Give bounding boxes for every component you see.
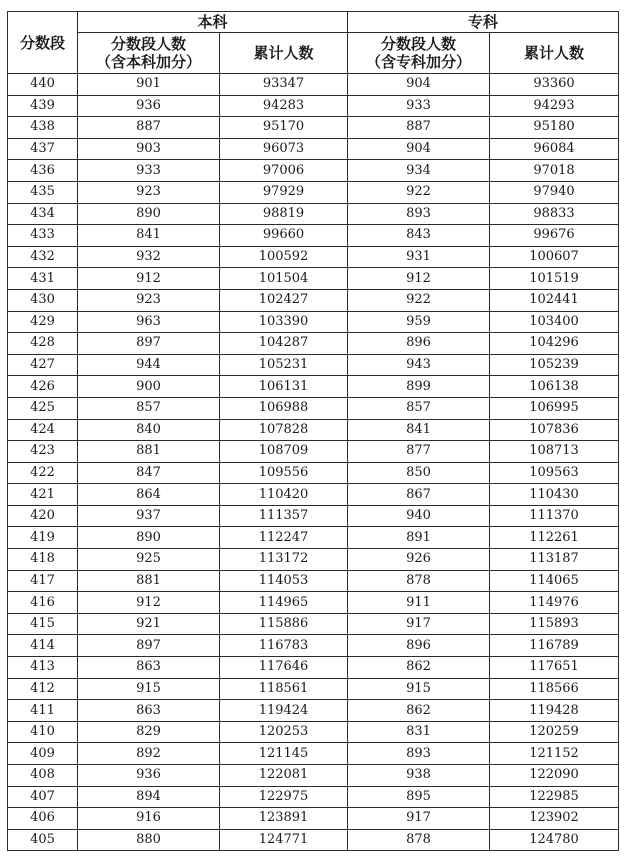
table-row [8,289,619,311]
header-row-2 [8,33,619,74]
junior-college-count-cell: 857 [348,397,490,419]
score-distribution-table [7,11,619,851]
score-cell: 434 [8,203,78,225]
undergrad-count-cell: 847 [78,462,220,484]
score-cell: 412 [8,678,78,700]
junior-college-cumulative-cell: 114065 [490,570,619,592]
undergrad-count-cell: 881 [78,441,220,463]
undergrad-count-cell: 841 [78,225,220,247]
score-cell: 419 [8,527,78,549]
table-row [8,765,619,787]
score-cell: 410 [8,721,78,743]
score-cell: 433 [8,225,78,247]
table-row [8,484,619,506]
undergrad-cumulative-cell: 103390 [220,311,348,333]
undergrad-count-cell: 897 [78,333,220,355]
table-row [8,743,619,765]
score-cell: 411 [8,700,78,722]
undergrad-count-cell: 890 [78,527,220,549]
junior-college-cumulative-cell: 124780 [490,829,619,851]
undergrad-count-cell: 863 [78,657,220,679]
junior-college-cumulative-cell: 97940 [490,181,619,203]
undergrad-count-cell: 912 [78,268,220,290]
junior-college-count-cell: 862 [348,700,490,722]
score-band-header: 分数段 [8,12,78,74]
junior-college-cumulative-cell: 122090 [490,765,619,787]
undergrad-cumulative-cell: 124771 [220,829,348,851]
score-cell: 408 [8,765,78,787]
undergrad-count-cell: 829 [78,721,220,743]
undergrad-cumulative-cell: 94283 [220,95,348,117]
junior-college-cumulative-cell: 120259 [490,721,619,743]
header-row-1 [8,12,619,33]
undergrad-cumulative-cell: 109556 [220,462,348,484]
undergrad-count-cell: 921 [78,613,220,635]
junior-college-count-cell: 878 [348,570,490,592]
score-cell: 421 [8,484,78,506]
table-body [8,74,619,851]
undergrad-cumulative-cell: 104287 [220,333,348,355]
junior-college-group-header: 专科 [348,12,619,33]
undergrad-count-header [78,33,220,74]
table-row [8,376,619,398]
junior-college-cumulative-cell: 96084 [490,138,619,160]
undergrad-cumulative-cell: 110420 [220,484,348,506]
undergrad-cumulative-cell: 113172 [220,549,348,571]
junior-college-cumulative-cell: 119428 [490,700,619,722]
junior-college-cumulative-cell: 116789 [490,635,619,657]
junior-college-count-cell: 893 [348,203,490,225]
table-row [8,808,619,830]
junior-college-count-cell: 867 [348,484,490,506]
undergrad-cumulative-cell: 122081 [220,765,348,787]
undergrad-cumulative-cell: 96073 [220,138,348,160]
undergrad-cumulative-cell: 95170 [220,117,348,139]
junior-college-cumulative-cell: 94293 [490,95,619,117]
undergrad-cumulative-cell: 106131 [220,376,348,398]
score-cell: 422 [8,462,78,484]
table-row [8,721,619,743]
undergrad-count-cell: 897 [78,635,220,657]
junior-college-cumulative-cell: 118566 [490,678,619,700]
junior-college-count-cell: 912 [348,268,490,290]
junior-college-count-header [348,33,490,74]
junior-college-count-cell: 943 [348,354,490,376]
junior-college-cumulative-cell: 93360 [490,74,619,96]
undergrad-count-cell: 923 [78,289,220,311]
junior-college-count-cell: 878 [348,829,490,851]
junior-college-count-cell: 934 [348,160,490,182]
undergrad-cumulative-cell: 108709 [220,441,348,463]
undergrad-count-cell: 900 [78,376,220,398]
score-cell: 414 [8,635,78,657]
junior-college-count-header-line1: 分数段人数 [381,35,457,53]
junior-college-count-cell: 887 [348,117,490,139]
undergrad-cumulative-cell: 100592 [220,246,348,268]
table-row [8,181,619,203]
table-row [8,527,619,549]
table-row [8,657,619,679]
junior-college-count-cell: 917 [348,613,490,635]
undergrad-cumulative-cell: 97006 [220,160,348,182]
undergrad-count-cell: 932 [78,246,220,268]
undergrad-count-cell: 892 [78,743,220,765]
score-cell: 425 [8,397,78,419]
score-cell: 420 [8,505,78,527]
junior-college-cumulative-cell: 101519 [490,268,619,290]
score-cell: 409 [8,743,78,765]
table-row [8,570,619,592]
score-cell: 437 [8,138,78,160]
score-cell: 426 [8,376,78,398]
junior-college-count-cell: 893 [348,743,490,765]
junior-college-count-cell: 938 [348,765,490,787]
table-row [8,700,619,722]
junior-college-cumulative-cell: 117651 [490,657,619,679]
junior-college-count-cell: 915 [348,678,490,700]
undergrad-cumulative-cell: 114965 [220,592,348,614]
score-cell: 423 [8,441,78,463]
junior-college-cumulative-cell: 114976 [490,592,619,614]
score-cell: 428 [8,333,78,355]
junior-college-cumulative-cell: 105239 [490,354,619,376]
junior-college-count-cell: 917 [348,808,490,830]
undergrad-cumulative-cell: 97929 [220,181,348,203]
undergrad-cumulative-cell: 112247 [220,527,348,549]
junior-college-cumulative-cell: 95180 [490,117,619,139]
score-cell: 430 [8,289,78,311]
table-row [8,95,619,117]
table-row [8,117,619,139]
undergrad-cumulative-cell: 116783 [220,635,348,657]
junior-college-cumulative-cell: 109563 [490,462,619,484]
junior-college-cumulative-cell: 121152 [490,743,619,765]
junior-college-cumulative-cell: 108713 [490,441,619,463]
undergrad-count-cell: 963 [78,311,220,333]
junior-college-cumulative-cell: 115893 [490,613,619,635]
junior-college-count-cell: 911 [348,592,490,614]
table-row [8,138,619,160]
undergrad-count-cell: 944 [78,354,220,376]
undergrad-cumulative-cell: 102427 [220,289,348,311]
undergrad-cumulative-cell: 114053 [220,570,348,592]
junior-college-count-header-line2: （含专科加分） [366,53,472,71]
undergrad-count-cell: 916 [78,808,220,830]
junior-college-count-cell: 841 [348,419,490,441]
table-row [8,311,619,333]
junior-college-count-cell: 904 [348,138,490,160]
junior-college-count-cell: 940 [348,505,490,527]
undergrad-count-cell: 937 [78,505,220,527]
score-cell: 439 [8,95,78,117]
score-cell: 427 [8,354,78,376]
junior-college-count-cell: 931 [348,246,490,268]
undergrad-count-header-line2: （含本科加分） [95,53,201,71]
score-cell: 413 [8,657,78,679]
undergrad-count-cell: 901 [78,74,220,96]
undergrad-count-cell: 890 [78,203,220,225]
undergrad-count-header-line1: 分数段人数 [110,35,186,53]
junior-college-cumulative-cell: 112261 [490,527,619,549]
undergrad-cumulative-cell: 106988 [220,397,348,419]
undergrad-count-cell: 881 [78,570,220,592]
score-cell: 418 [8,549,78,571]
junior-college-count-cell: 933 [348,95,490,117]
table-row [8,333,619,355]
junior-college-cumulative-cell: 102441 [490,289,619,311]
table-row [8,592,619,614]
table-row [8,74,619,96]
undergrad-cumulative-cell: 105231 [220,354,348,376]
junior-college-cumulative-cell: 122985 [490,786,619,808]
junior-college-count-cell: 877 [348,441,490,463]
table-row [8,203,619,225]
undergrad-count-cell: 923 [78,181,220,203]
undergrad-cumulative-cell: 115886 [220,613,348,635]
table-row [8,225,619,247]
score-cell: 424 [8,419,78,441]
score-cell: 435 [8,181,78,203]
undergrad-count-cell: 912 [78,592,220,614]
junior-college-cumulative-cell: 99676 [490,225,619,247]
junior-college-count-cell: 922 [348,181,490,203]
score-cell: 436 [8,160,78,182]
table-row [8,635,619,657]
score-cell: 416 [8,592,78,614]
undergrad-cumulative-cell: 123891 [220,808,348,830]
score-cell: 406 [8,808,78,830]
junior-college-count-cell: 862 [348,657,490,679]
junior-college-cumulative-cell: 103400 [490,311,619,333]
junior-college-cumulative-header: 累计人数 [490,33,619,74]
table-row [8,505,619,527]
table-row [8,397,619,419]
undergrad-cumulative-cell: 120253 [220,721,348,743]
undergrad-cumulative-cell: 98819 [220,203,348,225]
table-row [8,441,619,463]
undergrad-count-cell: 936 [78,765,220,787]
undergrad-count-cell: 887 [78,117,220,139]
undergrad-cumulative-cell: 93347 [220,74,348,96]
undergrad-count-cell: 864 [78,484,220,506]
undergrad-count-cell: 915 [78,678,220,700]
undergrad-cumulative-cell: 122975 [220,786,348,808]
score-cell: 405 [8,829,78,851]
junior-college-cumulative-cell: 106138 [490,376,619,398]
junior-college-count-cell: 843 [348,225,490,247]
junior-college-count-cell: 899 [348,376,490,398]
undergrad-count-cell: 903 [78,138,220,160]
junior-college-cumulative-cell: 110430 [490,484,619,506]
junior-college-count-cell: 896 [348,635,490,657]
score-cell: 432 [8,246,78,268]
undergrad-cumulative-cell: 119424 [220,700,348,722]
undergrad-group-header: 本科 [78,12,348,33]
junior-college-cumulative-cell: 123902 [490,808,619,830]
junior-college-count-cell: 831 [348,721,490,743]
undergrad-cumulative-cell: 121145 [220,743,348,765]
table-row [8,354,619,376]
table-row [8,462,619,484]
table-row [8,786,619,808]
junior-college-cumulative-cell: 97018 [490,160,619,182]
junior-college-cumulative-cell: 113187 [490,549,619,571]
undergrad-count-cell: 863 [78,700,220,722]
undergrad-cumulative-cell: 107828 [220,419,348,441]
score-cell: 429 [8,311,78,333]
table-row [8,246,619,268]
undergrad-count-cell: 936 [78,95,220,117]
table-row [8,268,619,290]
undergrad-cumulative-cell: 99660 [220,225,348,247]
undergrad-count-cell: 933 [78,160,220,182]
table-row [8,549,619,571]
score-cell: 431 [8,268,78,290]
junior-college-cumulative-cell: 111370 [490,505,619,527]
junior-college-count-cell: 926 [348,549,490,571]
undergrad-cumulative-cell: 118561 [220,678,348,700]
score-cell: 415 [8,613,78,635]
undergrad-count-cell: 880 [78,829,220,851]
junior-college-cumulative-cell: 104296 [490,333,619,355]
junior-college-count-cell: 922 [348,289,490,311]
table-row [8,829,619,851]
junior-college-count-cell: 896 [348,333,490,355]
undergrad-cumulative-cell: 117646 [220,657,348,679]
junior-college-count-cell: 959 [348,311,490,333]
table-row [8,613,619,635]
junior-college-count-cell: 904 [348,74,490,96]
junior-college-cumulative-cell: 98833 [490,203,619,225]
undergrad-count-cell: 925 [78,549,220,571]
score-cell: 417 [8,570,78,592]
undergrad-cumulative-cell: 111357 [220,505,348,527]
score-cell: 407 [8,786,78,808]
undergrad-count-cell: 894 [78,786,220,808]
junior-college-cumulative-cell: 107836 [490,419,619,441]
junior-college-cumulative-cell: 100607 [490,246,619,268]
table-row [8,419,619,441]
undergrad-cumulative-header: 累计人数 [220,33,348,74]
undergrad-count-cell: 857 [78,397,220,419]
junior-college-cumulative-cell: 106995 [490,397,619,419]
undergrad-count-cell: 840 [78,419,220,441]
undergrad-cumulative-cell: 101504 [220,268,348,290]
table-row [8,160,619,182]
score-cell: 438 [8,117,78,139]
junior-college-count-cell: 850 [348,462,490,484]
junior-college-count-cell: 895 [348,786,490,808]
table-row [8,678,619,700]
score-cell: 440 [8,74,78,96]
junior-college-count-cell: 891 [348,527,490,549]
